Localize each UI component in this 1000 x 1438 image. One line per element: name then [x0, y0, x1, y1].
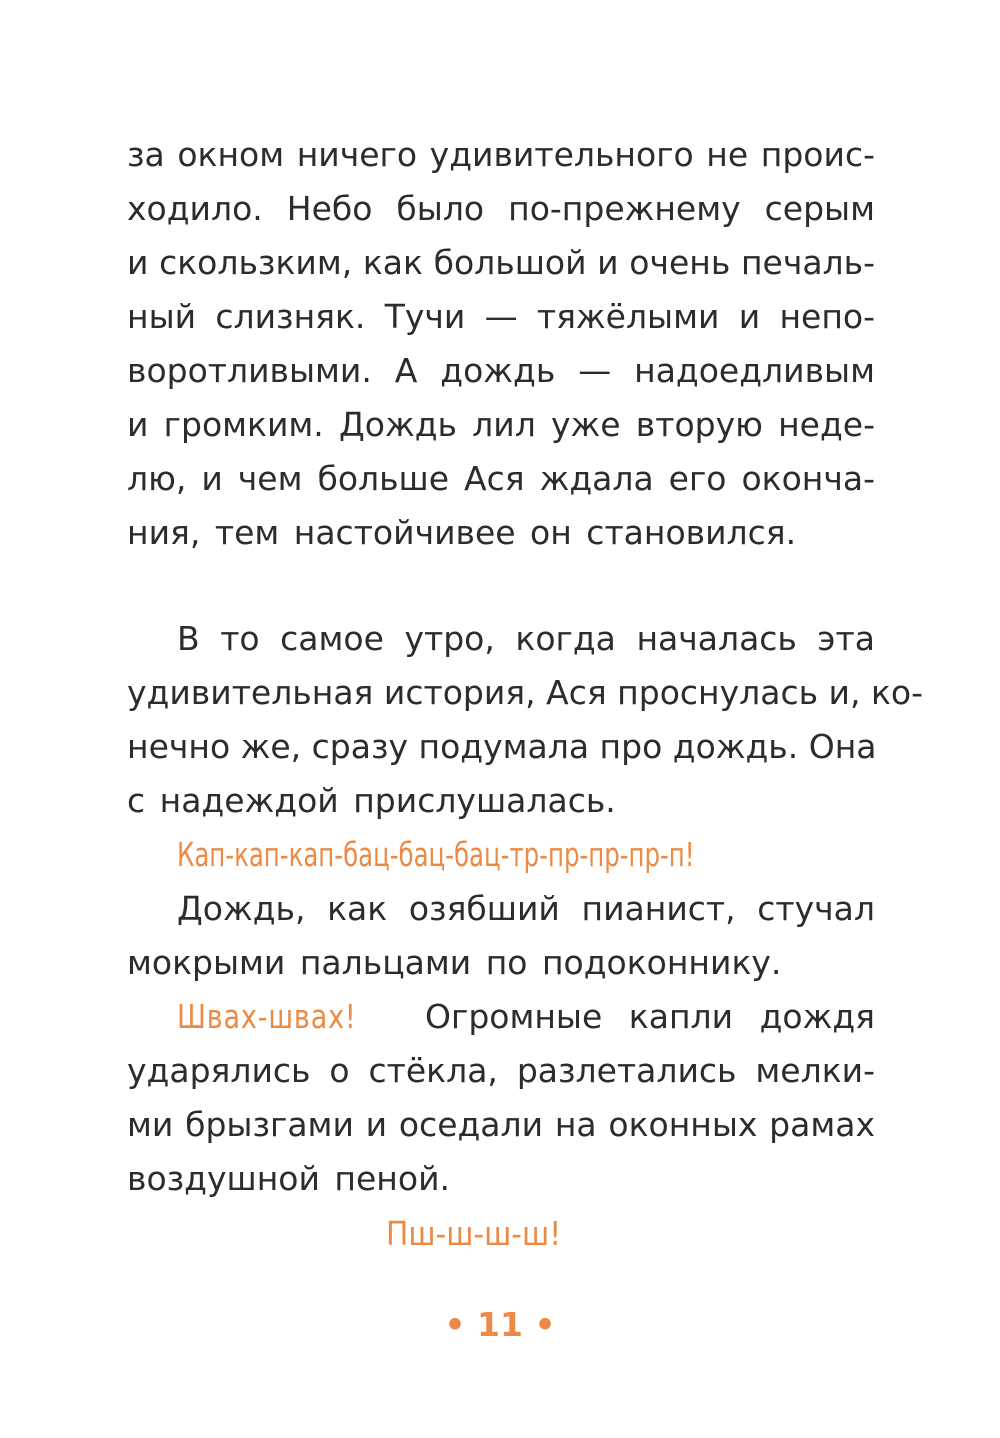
text-line: ударялись о стёкла, разлетались мелки-	[127, 1051, 875, 1090]
text-line: мокрыми пальцами по подоконнику.	[127, 943, 782, 982]
text-line-mixed	[177, 990, 875, 1044]
text-line: и скользким, как большой и очень печаль-	[127, 243, 875, 282]
onomatopoeia-drops: Кап-кап-кап-бац-бац-бац-тр-пр-пр-пр-п!	[177, 835, 695, 874]
text-line: Дождь, как озябший пианист, стучал	[177, 889, 875, 928]
onomatopoeia-fizz: Пш-ш-ш-ш!	[386, 1214, 562, 1253]
text-line: и громким. Дождь лил уже вторую неде-	[127, 405, 875, 444]
text-line: удивительная история, Ася проснулась и, ко-	[127, 673, 923, 712]
text-line: воротливыми. А дождь — надоедливым	[127, 351, 875, 390]
text-line: за окном ничего удивительного не проис-	[127, 135, 875, 174]
text-line: ми брызгами и оседали на оконных рамах	[127, 1105, 875, 1144]
text-line: ный слизняк. Тучи — тяжёлыми и непо-	[127, 297, 875, 336]
text-line: лю, и чем больше Ася ждала его оконча-	[127, 459, 875, 498]
text-line: ходило. Небо было по-прежнему серым	[127, 189, 875, 228]
text-line: нечно же, сразу подумала про дождь. Она	[127, 727, 877, 766]
text-line: ния, тем настойчивее он становился.	[127, 513, 797, 552]
text-fragment: Огромные капли дождя	[425, 997, 875, 1036]
onomatopoeia-splash: Швах-швах!	[177, 997, 357, 1036]
text-line: В то самое утро, когда началась эта	[177, 619, 875, 658]
text-line: воздушной пеной.	[127, 1159, 451, 1198]
page-number: • 11 •	[444, 1305, 556, 1344]
text-line: с надеждой прислушалась.	[127, 781, 616, 820]
